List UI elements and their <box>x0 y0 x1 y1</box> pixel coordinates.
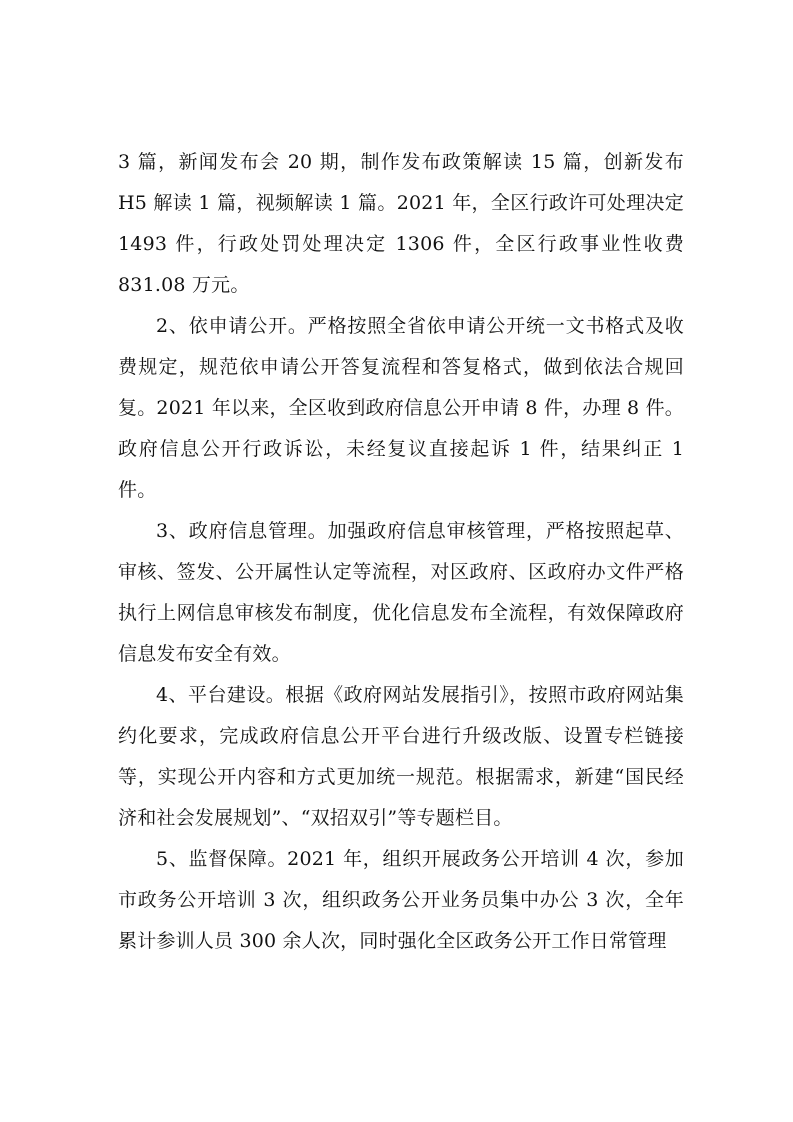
paragraph-information-management: 3、政府信息管理。加强政府信息审核管理，严格按照起草、审核、签发、公开属性认定等流程，对区政府、区政府办文件严格执行上网信息审核发布制度，优化信息发布全流程，有效保障政府信息发布安全有效。 <box>118 520 684 665</box>
paragraph-platform-construction: 4、平台建设。根据《政府网站发展指引》，按照市政府网站集约化要求，完成政府信息公开平台进行升级改版、设置专栏链接等，实现公开内容和方式更加统一规范。根据需求，新建“国民经济和社会发展规划”、“双招双引”等专题栏目。 <box>118 684 684 829</box>
paragraph-continuation: 3 篇，新闻发布会 20 期，制作发布政策解读 15 篇，创新发布 H5 解读 1 篇，视频解读 1 篇。2021 年，全区行政许可处理决定 1493 件，行政处罚处理决定 1306 件，全区行政事业性收费 831.08 万元。 <box>118 151 684 296</box>
paragraph-supervision: 5、监督保障。2021 年，组织开展政务公开培训 4 次，参加市政务公开培训 3 次，组织政务公开业务员集中办公 3 次，全年累计参训人员 300 余人次，同时强化全区政务公开工作日常管理 <box>118 848 684 952</box>
paragraph-on-request-disclosure: 2、依申请公开。严格按照全省依申请公开统一文书格式及收费规定，规范依申请公开答复流程和答复格式，做到依法合规回复。2021 年以来，全区收到政府信息公开申请 8 件，办理 8 件。政府信息公开行政诉讼，未经复议直接起诉 1 件，结果纠正 1 件。 <box>118 315 684 501</box>
body-text <box>118 142 684 962</box>
